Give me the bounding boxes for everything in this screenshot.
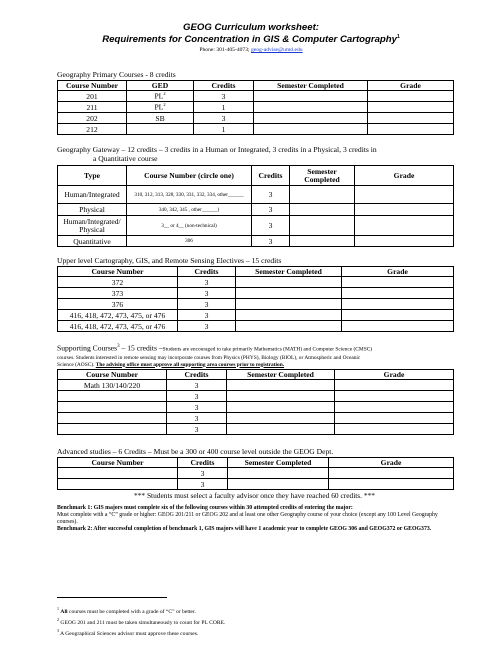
grade-field[interactable] bbox=[342, 310, 454, 321]
column-header: Course Number bbox=[58, 370, 167, 380]
column-header: GED bbox=[127, 81, 194, 91]
course-number[interactable]: Math 130/140/220 bbox=[58, 380, 167, 391]
course-number: 416, 418, 472, 473, 475, or 476 bbox=[58, 310, 178, 321]
grade-field[interactable] bbox=[335, 402, 454, 413]
grade-field[interactable] bbox=[355, 204, 454, 216]
grade-field[interactable] bbox=[335, 424, 454, 435]
credits: 3 bbox=[194, 91, 254, 102]
credits: 1 bbox=[194, 124, 254, 135]
credits: 3 bbox=[167, 402, 227, 413]
column-header: Grade bbox=[335, 370, 454, 380]
semester-field[interactable] bbox=[290, 204, 355, 216]
course-options[interactable]: 306 bbox=[127, 236, 252, 247]
credits: 3 bbox=[194, 113, 254, 124]
table-row bbox=[58, 186, 454, 204]
footnotes bbox=[57, 605, 225, 638]
gateway-table bbox=[57, 165, 454, 247]
gateway-heading: Geography Gateway – 12 credits – 3 credits in a Human or Integrated, 3 credits in a Physical, 3 credits in a Quantitative course bbox=[57, 145, 377, 163]
grade-field[interactable] bbox=[335, 413, 454, 424]
table-row bbox=[58, 236, 454, 247]
credits: 3 bbox=[178, 321, 236, 332]
grade-field[interactable] bbox=[329, 468, 454, 479]
semester-field[interactable] bbox=[254, 102, 368, 113]
column-header: Credits bbox=[252, 166, 290, 186]
footnote-3: $^3$ A Geographical Sciences advisor must approve these courses. bbox=[57, 627, 199, 637]
credits: 3 bbox=[178, 288, 236, 299]
footnote-2: $^2$ GEOG 201 and 211 must be taken simultaneously to count for PL CORE. bbox=[57, 616, 226, 626]
column-header: Course Number (circle one) bbox=[127, 166, 252, 186]
credits: 3 bbox=[178, 468, 228, 479]
grade-field[interactable] bbox=[368, 91, 454, 102]
semester-field[interactable] bbox=[236, 277, 342, 288]
table-row bbox=[58, 288, 454, 299]
benchmark-2-title: Benchmark 2: After successful completion of benchmark 1, GIS majors will have 1 academic year to complete GEOG 306 and GEOG372 or GEOG373. bbox=[57, 526, 432, 532]
semester-field[interactable] bbox=[236, 310, 342, 321]
column-header: Semester Completed bbox=[236, 267, 342, 277]
course-options[interactable]: 310, 312, 313, 328, 330, 331, 332, 334, other______ bbox=[127, 186, 252, 204]
supporting-table bbox=[57, 369, 454, 435]
column-header: Credits bbox=[178, 458, 228, 468]
table-row bbox=[58, 310, 454, 321]
credits: 3 bbox=[178, 479, 228, 490]
table-row bbox=[58, 479, 454, 490]
grade-field[interactable] bbox=[329, 479, 454, 490]
course-number: 202 bbox=[58, 113, 127, 124]
grade-field[interactable] bbox=[342, 299, 454, 310]
column-header: Semester Completed bbox=[227, 370, 335, 380]
advanced-heading: Advanced studies – 6 Credits – Must be a 300 or 400 course level outside the GEOG Dept. bbox=[57, 447, 334, 456]
grade-field[interactable] bbox=[342, 321, 454, 332]
course-options[interactable]: 340, 342, 345 , other______) bbox=[127, 204, 252, 216]
semester-field[interactable] bbox=[227, 402, 335, 413]
course-type: Human/Integrated/ Physical bbox=[58, 216, 127, 236]
grade-field[interactable] bbox=[368, 113, 454, 124]
table-row bbox=[58, 391, 454, 402]
course-number: 372 bbox=[58, 277, 178, 288]
table-row bbox=[58, 321, 454, 332]
phone-label: Phone: 301-405-4073; bbox=[199, 47, 250, 53]
semester-field[interactable] bbox=[290, 236, 355, 247]
table-row bbox=[58, 402, 454, 413]
semester-field[interactable] bbox=[228, 468, 329, 479]
grade-field[interactable] bbox=[335, 380, 454, 391]
column-header: Grade bbox=[355, 166, 454, 186]
course-number: 416, 418, 472, 473, 475, or 476 bbox=[58, 321, 178, 332]
semester-field[interactable] bbox=[290, 186, 355, 204]
table-row bbox=[58, 216, 454, 236]
course-number: 376 bbox=[58, 299, 178, 310]
credits: 3 bbox=[167, 391, 227, 402]
grade-field[interactable] bbox=[368, 124, 454, 135]
ged-code: SB bbox=[127, 113, 194, 124]
semester-field[interactable] bbox=[227, 424, 335, 435]
primary-table bbox=[57, 80, 454, 135]
semester-field[interactable] bbox=[228, 479, 329, 490]
benchmarks bbox=[57, 505, 453, 533]
ged-code: $PL^2$ bbox=[127, 102, 194, 113]
grade-field[interactable] bbox=[342, 277, 454, 288]
semester-field[interactable] bbox=[254, 91, 368, 102]
advanced-table bbox=[57, 457, 454, 490]
semester-field[interactable] bbox=[227, 391, 335, 402]
table-row bbox=[58, 424, 454, 435]
page-subtitle: Requirements for Concentration in GIS & Computer Cartography$^1$ bbox=[102, 34, 400, 46]
table-row bbox=[58, 102, 454, 113]
column-header: Credits bbox=[167, 370, 227, 380]
ged-code: $PL^2$ bbox=[127, 91, 194, 102]
column-header: Semester Completed bbox=[228, 458, 329, 468]
column-header: Semester Completed bbox=[290, 166, 355, 186]
contact-line bbox=[0, 47, 502, 53]
footnote-divider bbox=[57, 597, 167, 598]
supporting-heading: Supporting Courses$^3$ – 15 credits –Students are encouraged to take primarily Mathematics (MATH) and Computer Science (CMSC) courses. Students interested in remote sensing may incorporate courses from Physics (PHYS), Biology (BIOL), or Atmospheric and Oceanic Science (AOSC). The advising office must approve all supporting area courses prior to registration. bbox=[57, 343, 373, 368]
course-number[interactable] bbox=[58, 424, 167, 435]
course-number: 373 bbox=[58, 288, 178, 299]
table-row bbox=[58, 124, 454, 135]
semester-field[interactable] bbox=[236, 299, 342, 310]
page-title: GEOG Curriculum worksheet: bbox=[183, 22, 319, 33]
credits: 3 bbox=[167, 380, 227, 391]
credits: 3 bbox=[178, 277, 236, 288]
credits: 3 bbox=[167, 424, 227, 435]
course-number: 211 bbox=[58, 102, 127, 113]
course-number[interactable] bbox=[58, 391, 167, 402]
benchmark-1-title: Benchmark 1: GIS majors must complete six of the following courses within 30 attempted credits of entering the major: bbox=[57, 505, 353, 511]
column-header: Course Number bbox=[58, 267, 178, 277]
credits: 3 bbox=[178, 310, 236, 321]
course-number: 201 bbox=[58, 91, 127, 102]
column-header: Semester Completed bbox=[254, 81, 368, 91]
benchmark-1-text: Must complete with a “C” grade or higher: GEOG 201/211 or GEOG 202 and at least one other Geography course of your choice (except any 100 Level Geography courses). bbox=[57, 512, 438, 525]
semester-field[interactable] bbox=[290, 216, 355, 236]
primary-heading: Geography Primary Courses - 8 credits bbox=[57, 70, 176, 79]
grade-field[interactable] bbox=[355, 186, 454, 204]
column-header: Credits bbox=[194, 81, 254, 91]
column-header: Grade bbox=[342, 267, 454, 277]
grade-field[interactable] bbox=[355, 216, 454, 236]
advisor-note: *** Students must select a faculty advisor once they have reached 60 credits. *** bbox=[134, 491, 375, 500]
course-type: Human/Integrated bbox=[58, 186, 127, 204]
table-row bbox=[58, 91, 454, 102]
course-number[interactable] bbox=[58, 402, 167, 413]
upper-heading: Upper level Cartography, GIS, and Remote Sensing Electives – 15 credits bbox=[57, 256, 282, 265]
course-options[interactable]: 3__ or 4__ (non-technical) bbox=[127, 216, 252, 236]
footnote-1: $^1$ All courses must be completed with a grade of “C” or better. bbox=[57, 606, 196, 615]
course-number[interactable] bbox=[58, 413, 167, 424]
credits: 3 bbox=[252, 186, 290, 204]
column-header: Course Number bbox=[58, 458, 178, 468]
course-type: Physical bbox=[58, 204, 127, 216]
grade-field[interactable] bbox=[342, 288, 454, 299]
course-number[interactable] bbox=[58, 479, 178, 490]
semester-field[interactable] bbox=[227, 380, 335, 391]
column-header: Course Number bbox=[58, 81, 127, 91]
course-number[interactable] bbox=[58, 468, 178, 479]
credits: 3 bbox=[178, 299, 236, 310]
table-row bbox=[58, 299, 454, 310]
email-link[interactable]: geog-advise@umd.edu bbox=[250, 47, 303, 53]
table-row bbox=[58, 204, 454, 216]
semester-field[interactable] bbox=[254, 113, 368, 124]
credits: 1 bbox=[194, 102, 254, 113]
column-header: Grade bbox=[329, 458, 454, 468]
semester-field[interactable] bbox=[236, 321, 342, 332]
semester-field[interactable] bbox=[236, 288, 342, 299]
credits: 3 bbox=[252, 216, 290, 236]
grade-field[interactable] bbox=[368, 102, 454, 113]
semester-field[interactable] bbox=[227, 413, 335, 424]
table-row bbox=[58, 413, 454, 424]
credits: 3 bbox=[252, 236, 290, 247]
column-header: Type bbox=[58, 166, 127, 186]
table-row bbox=[58, 277, 454, 288]
credits: 3 bbox=[167, 413, 227, 424]
column-header: Credits bbox=[178, 267, 236, 277]
grade-field[interactable] bbox=[355, 236, 454, 247]
table-row bbox=[58, 113, 454, 124]
semester-field[interactable] bbox=[254, 124, 368, 135]
course-number: 212 bbox=[58, 124, 127, 135]
column-header: Grade bbox=[368, 81, 454, 91]
table-row bbox=[58, 468, 454, 479]
table-row bbox=[58, 380, 454, 391]
credits: 3 bbox=[252, 204, 290, 216]
course-type: Quantitative bbox=[58, 236, 127, 247]
grade-field[interactable] bbox=[335, 391, 454, 402]
upper-table bbox=[57, 266, 454, 332]
ged-code bbox=[127, 124, 194, 135]
